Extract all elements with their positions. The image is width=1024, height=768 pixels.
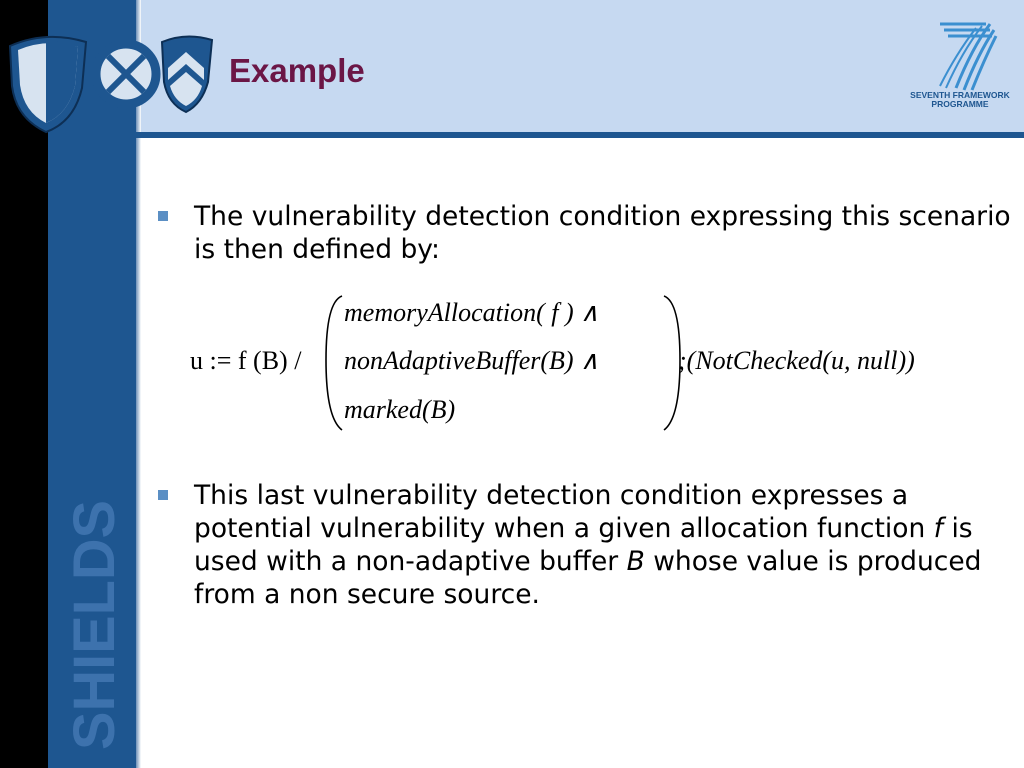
formula [190, 290, 990, 435]
bullet-text-part-3: whose value is produced from a non secure source. [194, 546, 982, 610]
header-rule [136, 132, 1024, 138]
svg-text:SHIELDS: SHIELDS [62, 498, 127, 750]
slide-title: Example [229, 52, 365, 89]
formula-lhs: u := f (B) / [190, 346, 302, 375]
bullet-marker-icon [158, 490, 168, 500]
shields-logo-icon [4, 28, 216, 134]
formula-row-1: memoryAllocation( f ) ∧ [344, 298, 600, 327]
formula-rhs: ;(NotChecked(u, null)) [678, 346, 915, 375]
formula-row-3: marked(B) [344, 395, 456, 424]
bullet-item-2 [158, 479, 1018, 611]
bullet-marker-icon [158, 211, 168, 221]
formula-row-2: nonAdaptiveBuffer(B) ∧ [344, 346, 600, 375]
fp7-logo-line-2: PROGRAMME [931, 99, 989, 109]
variable-b: B [626, 546, 645, 577]
bullet-text: The vulnerability detection condition expressing this scenario is then defined by: [194, 201, 1011, 265]
fp7-logo-text [904, 91, 1016, 109]
variable-f: f [933, 513, 944, 544]
bullet-text [194, 479, 1018, 611]
fp7-logo-line-1: SEVENTH FRAMEWORK [910, 90, 1010, 100]
bullet-text-part-2: is used with a non-adaptive buffer [194, 513, 973, 577]
sidebar-label [52, 498, 132, 758]
bullet-text-part-1: This last vulnerability detection condition expresses a potential vulnerability when a given allocation function [194, 480, 934, 544]
bullet-item-1 [158, 200, 1018, 266]
